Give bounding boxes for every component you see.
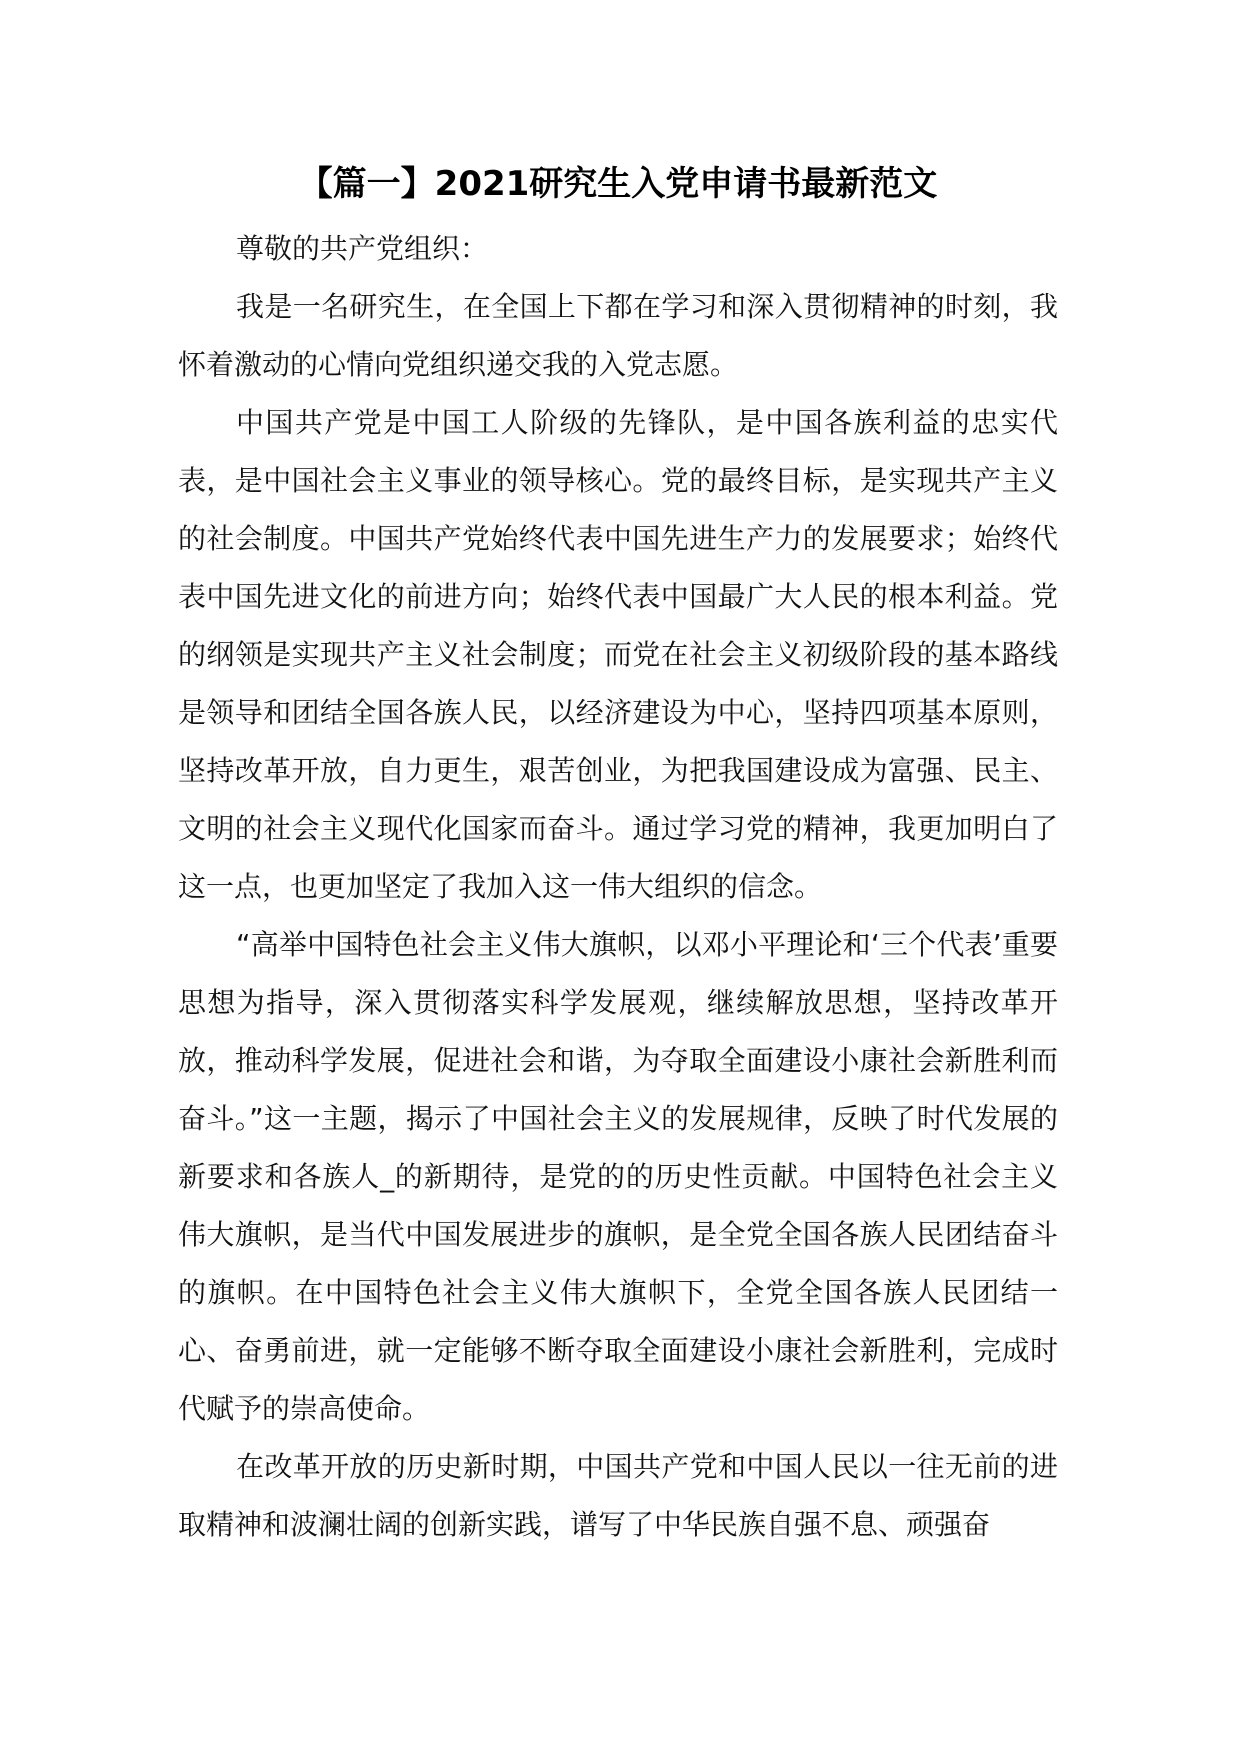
paragraph-3: “高举中国特色社会主义伟大旗帜，以邓小平理论和‘三个代表’重要思想为指导，深入贯彻落实科学发展观，继续解放思想，坚持改革开放，推动科学发展，促进社会和谐，为夺取全面建设小康社会新胜利而奋斗。”这一主题，揭示了中国社会主义的发展规律，反映了时代发展的新要求和各族人_的新期待，是党的的历史性贡献。中国特色社会主义伟大旗帜，是当代中国发展进步的旗帜，是全党全国各族人民团结奋斗的旗帜。在中国特色社会主义伟大旗帜下，全党全国各族人民团结一心、奋勇前进，就一定能够不断夺取全面建设小康社会新胜利，完成时代赋予的崇高使命。 <box>178 928 1058 1425</box>
paragraph-2: 中国共产党是中国工人阶级的先锋队，是中国各族利益的忠实代表，是中国社会主义事业的领导核心。党的最终目标，是实现共产主义的社会制度。中国共产党始终代表中国先进生产力的发展要求；始终代表中国先进文化的前进方向；始终代表中国最广大人民的根本利益。党的纲领是实现共产主义社会制度；而党在社会主义初级阶段的基本路线是领导和团结全国各族人民，以经济建设为中心，坚持四项基本原则，坚持改革开放，自力更生，艰苦创业，为把我国建设成为富强、民主、文明的社会主义现代化国家而奋斗。通过学习党的精神，我更加明白了这一点，也更加坚定了我加入这一伟大组织的信念。 <box>178 406 1058 903</box>
document-title: 【篇一】2021研究生入党申请书最新范文 <box>298 164 938 204</box>
paragraph-4: 在改革开放的历史新时期，中国共产党和中国人民以一往无前的进取精神和波澜壮阔的创新实践，谱写了中华民族自强不息、顽强奋 <box>178 1450 1058 1541</box>
paragraph-1: 我是一名研究生，在全国上下都在学习和深入贯彻精神的时刻，我怀着激动的心情向党组织递交我的入党志愿。 <box>178 290 1058 381</box>
document-body <box>178 220 1058 1554</box>
greeting: 尊敬的共产党组织： <box>236 232 489 265</box>
